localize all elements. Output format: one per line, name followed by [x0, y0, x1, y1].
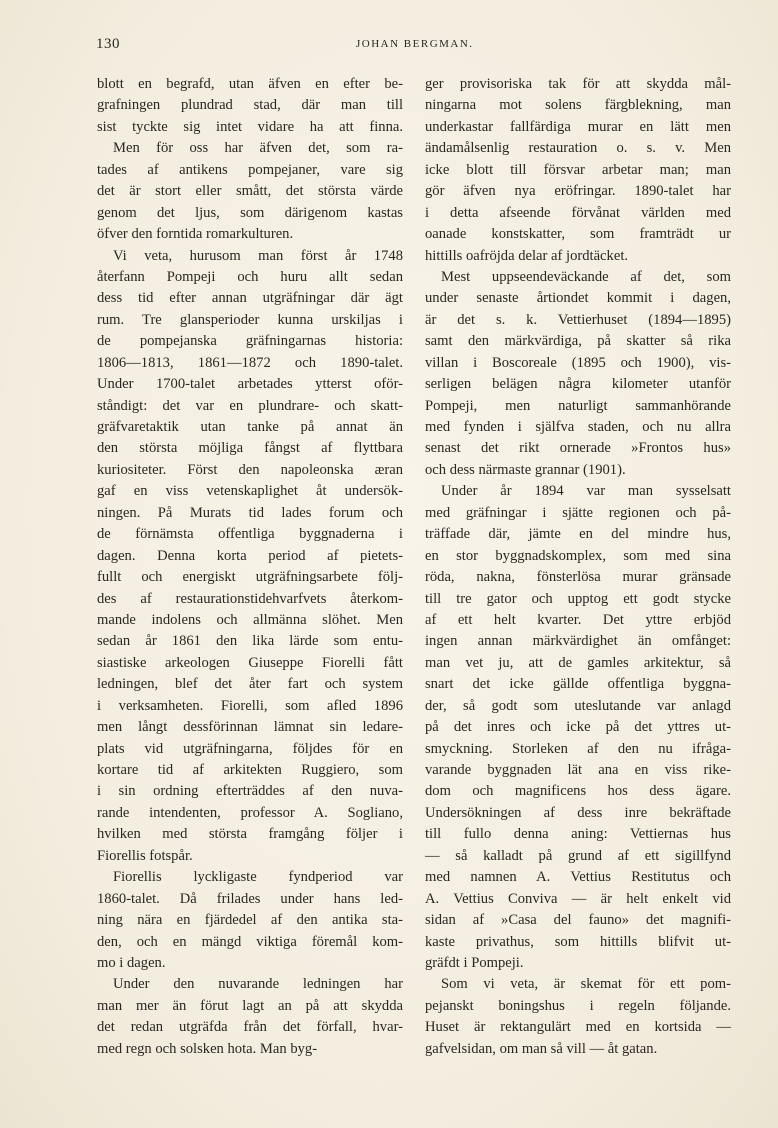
text-line: i sin ordning efterträddes af den nuva-: [97, 783, 403, 800]
text-line: serligen belägen några kilometer utanför: [425, 376, 731, 393]
text-line: ändamålsenlig restauration o. s. v. Men: [425, 140, 731, 157]
text-line: sedan år 1861 den lika lärde som entu-: [97, 633, 403, 650]
text-line: villan i Boscoreale (1895 och 1900), vis-: [425, 354, 731, 371]
page-number: 130: [96, 36, 120, 52]
text-line: oanade konstskatter, som framträdt ur: [425, 226, 731, 243]
page-header: [96, 36, 736, 56]
text-line: 1860-talet. Då frilades under hans led-: [97, 890, 403, 907]
text-line: under senaste årtiondet kommit i dagen,: [425, 290, 731, 307]
text-line: varande byggnaden lät ana en viss rike-: [425, 762, 731, 778]
text-line: icke blott till försvar arbetar man; man: [425, 161, 731, 178]
text-line: Under 1700-talet arbetades ytterst oför-: [97, 376, 403, 393]
text-line: sidan af »Casa del fauno» det magnifi-: [425, 912, 731, 929]
right-text-column: [425, 74, 731, 1060]
text-line: och dess närmaste grannar (1901).: [425, 461, 626, 478]
text-line: gräfvaretaktik utan tanke på annat än: [97, 419, 403, 435]
text-line: fullt och energiskt utgräfningsarbete följ-: [97, 569, 403, 586]
text-line: grafningen plundrad stad, där man till: [97, 97, 403, 114]
text-line: de pompejanska gräfningarnas historia:: [97, 333, 403, 350]
text-line: den största möjliga fångst af flyttbara: [97, 440, 403, 457]
text-line: ningarna mot solens färgblekning, man: [425, 97, 731, 114]
text-line: samt den märkvärdiga, på skatter så rika: [425, 333, 731, 350]
text-line: Huset är rektangulärt med en kortsida —: [425, 1019, 731, 1036]
text-line: Undersökningen af dess inre bekräftade: [425, 804, 731, 821]
text-line: det redan utgräfda från det förfall, hvar-: [97, 1019, 403, 1036]
text-line: snart det icke gällde offentliga byggna-: [425, 676, 731, 693]
text-line: ning nära en fjärdedel af den antika sta-: [97, 912, 403, 929]
text-line: gräfdt i Pompeji.: [425, 954, 524, 971]
text-line: dagen. Denna korta period af pietets-: [97, 547, 403, 564]
text-line: med namnen A. Vettius Restitutus och: [425, 869, 731, 886]
text-line: A. Vettius Conviva — är helt enkelt vid: [425, 890, 731, 907]
text-line: i verksamheten. Fiorelli, som afled 1896: [97, 697, 403, 714]
text-line: den, och en mängd viktiga föremål kom-: [97, 933, 403, 950]
text-line: senast det rikt ornerade »Frontos hus»: [425, 440, 731, 457]
text-line: ledningen, blef det åter fart och system: [97, 676, 403, 693]
text-line: Fiorellis fotspår.: [97, 847, 193, 864]
text-line: Pompeji, men naturligt sammanhörande: [425, 397, 731, 414]
running-head: JOHAN BERGMAN.: [356, 38, 474, 50]
text-line: kaste privathus, som hittills blifvit ut-: [425, 933, 731, 950]
text-line: gör äfven nya eröfringar. 1890-talet har: [425, 183, 731, 200]
text-line: gafvelsidan, om man så vill — åt gatan.: [425, 1040, 658, 1057]
text-line: Fiorellis lyckligaste fyndperiod var: [113, 869, 403, 886]
text-line: återfann Pompeji och huru allt sedan: [97, 268, 403, 285]
text-line: det är stort eller smått, det största värde: [97, 183, 403, 200]
text-line: på det inres och icke på det yttres ut-: [425, 719, 731, 736]
text-line: Mest uppseendeväckande af det, som: [441, 268, 731, 285]
text-line: gaf en viss vetenskaplighet åt undersök-: [97, 483, 403, 500]
text-line: dom och magnificens hos dess ägare.: [425, 783, 731, 800]
text-line: Under den nuvarande ledningen har: [113, 976, 403, 993]
text-line: rande intendenten, professor A. Sogliano,: [97, 804, 403, 821]
text-line: mande indolens och allmänna slöhet. Men: [97, 611, 403, 628]
text-line: — så kalladt på grund af ett sigillfynd: [425, 847, 731, 864]
text-line: man mer än förut lagt an på att skydda: [97, 997, 403, 1014]
text-line: hittills oafröjda delar af jordtäcket.: [425, 247, 629, 264]
text-line: underkastar fallfärdiga murar en lätt men: [425, 118, 731, 135]
text-line: kortare tid af arkitekten Ruggiero, som: [97, 762, 403, 778]
left-text-column: [97, 74, 403, 1060]
text-line: siastiske arkeologen Giuseppe Fiorelli fått: [97, 654, 403, 671]
text-line: Men för oss har äfven det, som ra-: [113, 140, 403, 157]
text-line: dess tid efter annan utgräfningar där ägt: [97, 290, 403, 307]
text-line: tades af antikens pompejaner, vare sig: [97, 161, 403, 178]
text-line: man vet ju, att de gamles arkitektur, så: [425, 654, 731, 671]
text-line: men långt dessförinnan lämnat sin ledare-: [97, 719, 403, 736]
text-line: der, så godt som uteslutande var anlagd: [425, 697, 731, 714]
text-line: des af restaurationstidehvarfvets återkom-: [97, 590, 403, 607]
text-line: ger provisoriska tak för att skydda mål-: [425, 76, 731, 92]
text-line: kuriositeter. Först den napoleonska æran: [97, 461, 403, 478]
text-line: med gräfningar i sjätte regionen och på-: [425, 504, 731, 521]
text-line: med regn och solsken hota. Man byg-: [97, 1040, 318, 1057]
text-line: de förnämsta offentliga byggnaderna i: [97, 526, 403, 543]
text-line: blott en begrafd, utan äfven en efter be-: [97, 76, 403, 92]
text-line: till fullo denna aning: Vettiernas hus: [425, 826, 731, 843]
text-line: Vi veta, hurusom man först år 1748: [113, 247, 403, 264]
text-line: genom det ljus, som därigenom kastas: [97, 204, 403, 221]
text-line: till tre gator och upptog ett godt stycke: [425, 590, 731, 607]
text-line: 1806—1813, 1861—1872 och 1890-talet.: [97, 354, 403, 371]
text-line: ningen. På Murats tid lades forum och: [97, 504, 403, 521]
text-line: träffade där, jämte en del mindre hus,: [425, 526, 731, 543]
text-line: pejanskt boningshus i regeln följande.: [425, 997, 731, 1014]
text-line: ståndigt: det var en plundrare- och skatt-: [97, 397, 403, 414]
text-line: en stor byggnadskomplex, som med sina: [425, 547, 731, 564]
text-line: öfver den forntida romarkulturen.: [97, 226, 294, 243]
text-line: mo i dagen.: [97, 954, 166, 971]
text-line: plats vid utgräfningarna, följdes för en: [97, 740, 403, 757]
text-line: smyckning. Storleken af den nu ifråga-: [425, 740, 731, 757]
text-line: ingen annan märkvärdighet än omfånget:: [425, 633, 731, 650]
text-line: af ett helt kvarter. Det yttre erbjöd: [425, 611, 731, 628]
text-line: är det s. k. Vettierhuset (1894—1895): [425, 311, 731, 328]
text-line: med fynden i själfva staden, och nu allra: [425, 419, 731, 435]
text-line: röda, nakna, fönsterlösa murar gränsade: [425, 569, 731, 586]
text-line: Som vi veta, är skemat för ett pom-: [441, 976, 731, 993]
text-line: i detta afseende förvånat världen med: [425, 204, 731, 221]
text-line: sist tyckte sig intet vidare ha att finna.: [97, 118, 403, 135]
text-line: rum. Tre glansperioder kunna urskiljas i: [97, 311, 403, 328]
text-line: hvilken med största framgång följer i: [97, 826, 403, 843]
text-line: Under år 1894 var man sysselsatt: [441, 483, 731, 500]
